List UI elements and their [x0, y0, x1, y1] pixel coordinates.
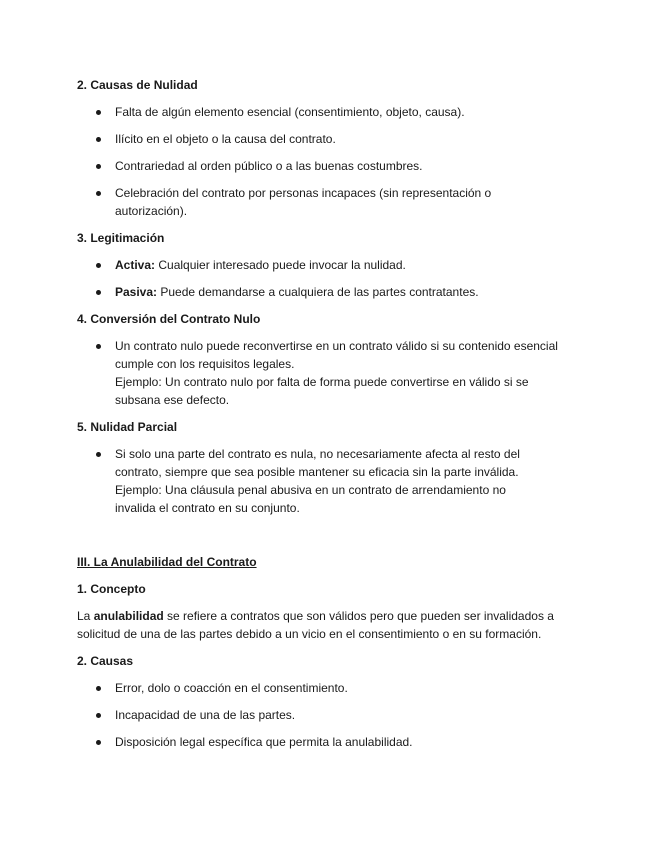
conversion-heading: 4. Conversión del Contrato Nulo — [77, 312, 261, 326]
document-page — [77, 76, 587, 751]
term-label: Pasiva: — [115, 285, 158, 299]
causas-nulidad-heading: 2. Causas de Nulidad — [77, 78, 198, 92]
list-item: Disposición legal específica que permita la anulabilidad. — [77, 733, 587, 751]
item-text: Un contrato nulo puede reconvertirse en un contrato válido si su contenido esencial cumple con los requisitos legales. — [115, 339, 558, 371]
list-item: Contrariedad al orden público o a las buenas costumbres. — [77, 157, 587, 175]
nulidad-parcial-heading: 5. Nulidad Parcial — [77, 420, 178, 434]
term-anulabilidad: anulabilidad — [93, 609, 164, 623]
list-item: Ilícito en el objeto o la causa del contrato. — [77, 130, 587, 148]
conversion-list — [77, 337, 587, 409]
causas-heading: 2. Causas — [77, 654, 134, 668]
causas-anulabilidad-list — [77, 679, 587, 751]
legitimacion-list — [77, 256, 587, 301]
paragraph-text: La — [77, 609, 94, 623]
list-item — [77, 256, 587, 274]
paragraph-text: se refiere a contratos que son válidos pero que pueden ser invalidados a solicitud de una de las partes debido a un vicio en el consentimiento o en su formación. — [77, 609, 554, 641]
list-item: Celebración del contrato por personas incapaces (sin representación o autorización). — [77, 184, 587, 220]
item-example: Ejemplo: Una cláusula penal abusiva en un contrato de arrendamiento no invalida el contrato en su conjunto. — [115, 483, 506, 515]
causas-nulidad-list — [77, 103, 587, 220]
section-title: III. La Anulabilidad del Contrato — [77, 555, 257, 569]
legitimacion-heading: 3. Legitimación — [77, 231, 165, 245]
term-description: Puede demandarse a cualquiera de las partes contratantes. — [157, 285, 479, 299]
list-item: Incapacidad de una de las partes. — [77, 706, 587, 724]
concepto-paragraph — [77, 607, 587, 643]
term-description: Cualquier interesado puede invocar la nulidad. — [155, 258, 406, 272]
list-item: Falta de algún elemento esencial (consentimiento, objeto, causa). — [77, 103, 587, 121]
term-label: Activa: — [115, 258, 156, 272]
item-text: Si solo una parte del contrato es nula, no necesariamente afecta al resto del contrato, siempre que sea posible mantener su eficacia sin la parte inválida. — [115, 447, 520, 479]
list-item — [77, 445, 587, 517]
list-item — [77, 337, 587, 409]
list-item: Error, dolo o coacción en el consentimiento. — [77, 679, 587, 697]
nulidad-parcial-list — [77, 445, 587, 517]
concepto-heading: 1. Concepto — [77, 582, 146, 596]
item-example: Ejemplo: Un contrato nulo por falta de forma puede convertirse en válido si se subsana ese defecto. — [115, 375, 529, 407]
list-item — [77, 283, 587, 301]
